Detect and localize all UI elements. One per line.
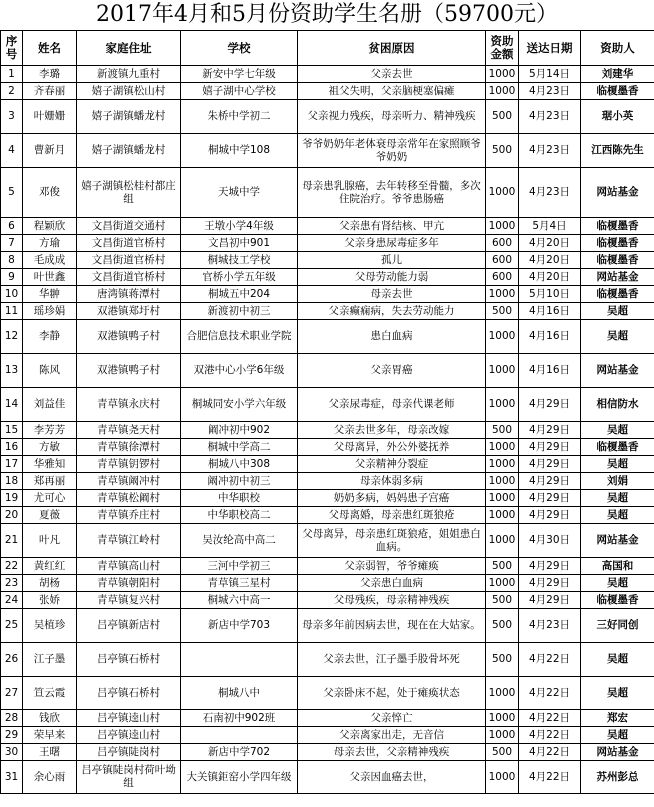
delivery-date: 4月22日: [519, 761, 581, 794]
home-address: 青草镇江岭村: [77, 524, 181, 558]
home-address: 双港镇鸭子村: [77, 354, 181, 388]
home-address: 吕亭镇新店村: [77, 609, 181, 643]
student-name: 李静: [23, 320, 77, 354]
school: 新店中学703: [181, 609, 298, 643]
donor: 网站基金: [581, 744, 654, 761]
poverty-reason: 父母离异，母亲患红斑狼疮，姐姐患白血病。: [298, 524, 486, 558]
aid-amount: 1000: [486, 473, 519, 490]
poverty-reason: 患白血病: [298, 320, 486, 354]
poverty-reason: 父亲身患尿毒症多年: [298, 235, 486, 252]
student-name: 江子墨: [23, 643, 77, 677]
table-row: [1, 592, 654, 609]
poverty-reason: 祖父失明，父亲脑梗塞偏瘫: [298, 83, 486, 100]
header-name: 姓名: [23, 31, 77, 66]
donor: 吴超: [581, 575, 654, 592]
aid-amount: 1000: [486, 286, 519, 303]
delivery-date: 4月20日: [519, 252, 581, 269]
donor: 临榎墨香: [581, 218, 654, 235]
home-address: 嬉子湖镇松山村: [77, 83, 181, 100]
aid-amount: 1000: [486, 507, 519, 524]
student-name: 尤可心: [23, 490, 77, 507]
student-name: 齐春丽: [23, 83, 77, 100]
school: [181, 727, 298, 744]
donor: 吴超: [581, 422, 654, 439]
school: 阚冲初中初三: [181, 473, 298, 490]
donor: 网站基金: [581, 354, 654, 388]
home-address: 青草镇高山村: [77, 558, 181, 575]
row-index: 11: [1, 303, 23, 320]
student-name: 叶世鑫: [23, 269, 77, 286]
school: 嬉子湖中心学校: [181, 83, 298, 100]
row-index: 7: [1, 235, 23, 252]
aid-amount: 1000: [486, 168, 519, 218]
student-name: 毛成成: [23, 252, 77, 269]
donor: 相信防水: [581, 388, 654, 422]
home-address: 文昌街道官桥村: [77, 269, 181, 286]
delivery-date: 4月16日: [519, 354, 581, 388]
poverty-reason: 母亲患乳腺癌，去年转移至骨髓，多次住院治疗。爷爷患肠癌: [298, 168, 486, 218]
table-row: [1, 252, 654, 269]
home-address: 文昌街道交通村: [77, 218, 181, 235]
donor: 吴超: [581, 677, 654, 710]
school: 合肥信息技术职业学院: [181, 320, 298, 354]
poverty-reason: 父亲悴亡: [298, 710, 486, 727]
table-row: [1, 286, 654, 303]
poverty-reason: 父亲去世多年，母亲改嫁: [298, 422, 486, 439]
donor: 临榎墨香: [581, 235, 654, 252]
table-row: [1, 303, 654, 320]
home-address: 嬉子湖镇松桂村都庄组: [77, 168, 181, 218]
poverty-reason: 爷爷奶奶年老体衰母亲常年在家照顾爷爷奶奶: [298, 134, 486, 168]
home-address: 青草镇永庆村: [77, 388, 181, 422]
donor: 网站基金: [581, 524, 654, 558]
table-row: [1, 100, 654, 134]
row-index: 23: [1, 575, 23, 592]
student-name: 方瑜: [23, 235, 77, 252]
poverty-reason: 父亲去世: [298, 66, 486, 83]
delivery-date: 4月23日: [519, 168, 581, 218]
aid-amount: 600: [486, 269, 519, 286]
home-address: 青草镇朝阳村: [77, 575, 181, 592]
school: 朱桥中学初二: [181, 100, 298, 134]
table-row: [1, 456, 654, 473]
poverty-reason: 父母劳动能力弱: [298, 269, 486, 286]
student-name: 吴植珍: [23, 609, 77, 643]
table-row: [1, 473, 654, 490]
school: 天城中学: [181, 168, 298, 218]
delivery-date: 5月4日: [519, 218, 581, 235]
donor: 郑宏: [581, 710, 654, 727]
aid-amount: 500: [486, 558, 519, 575]
table-row: [1, 490, 654, 507]
home-address: 唐湾镇蒋潭村: [77, 286, 181, 303]
delivery-date: 4月29日: [519, 439, 581, 456]
row-index: 4: [1, 134, 23, 168]
student-name: 瑶珍娟: [23, 303, 77, 320]
student-name: 邓俊: [23, 168, 77, 218]
school: 桐城同安小学六年级: [181, 388, 298, 422]
header-index: 序号: [1, 31, 23, 66]
home-address: 青草镇复兴村: [77, 592, 181, 609]
delivery-date: 4月30日: [519, 524, 581, 558]
delivery-date: 4月29日: [519, 558, 581, 575]
home-address: 吕亭镇逵山村: [77, 710, 181, 727]
home-address: 吕亭镇陡岗村: [77, 744, 181, 761]
school: 桐城技工学校: [181, 252, 298, 269]
row-index: 26: [1, 643, 23, 677]
student-name: 刘益佳: [23, 388, 77, 422]
poverty-reason: 父亲患有肾结核、甲亢: [298, 218, 486, 235]
school: [181, 643, 298, 677]
donor: 吴超: [581, 456, 654, 473]
table-row: [1, 507, 654, 524]
aid-amount: 500: [486, 609, 519, 643]
student-name: 胡杨: [23, 575, 77, 592]
poverty-reason: 母亲体弱多病: [298, 473, 486, 490]
delivery-date: 4月20日: [519, 269, 581, 286]
delivery-date: 4月22日: [519, 677, 581, 710]
poverty-reason: 父亲卧床不起，处于瘫痪状态: [298, 677, 486, 710]
table-row: [1, 609, 654, 643]
student-name: 钱欣: [23, 710, 77, 727]
home-address: 青草镇徐潭村: [77, 439, 181, 456]
school: 吴汝纶高中高二: [181, 524, 298, 558]
donor: 吴超: [581, 507, 654, 524]
school: 双港中心小学6年级: [181, 354, 298, 388]
donor: 临榎墨香: [581, 592, 654, 609]
delivery-date: 4月29日: [519, 575, 581, 592]
row-index: 30: [1, 744, 23, 761]
row-index: 19: [1, 490, 23, 507]
header-reason: 贫困原因: [298, 31, 486, 66]
aid-amount: 500: [486, 643, 519, 677]
table-row: [1, 235, 654, 252]
delivery-date: 4月29日: [519, 388, 581, 422]
donor: 网站基金: [581, 269, 654, 286]
table-row: [1, 575, 654, 592]
delivery-date: 5月10日: [519, 286, 581, 303]
aid-amount: 1000: [486, 677, 519, 710]
table-row: [1, 744, 654, 761]
table-row: [1, 66, 654, 83]
poverty-reason: 父亲离家出走，无音信: [298, 727, 486, 744]
donor: 临榎墨香: [581, 439, 654, 456]
aid-amount: 1000: [486, 439, 519, 456]
school: 桐城中学高二: [181, 439, 298, 456]
delivery-date: 4月23日: [519, 100, 581, 134]
delivery-date: 4月22日: [519, 643, 581, 677]
row-index: 12: [1, 320, 23, 354]
donor: 江西陈先生: [581, 134, 654, 168]
home-address: 新渡镇九重村: [77, 66, 181, 83]
row-index: 21: [1, 524, 23, 558]
home-address: 文昌街道官桥村: [77, 235, 181, 252]
home-address: 文昌街道官桥村: [77, 252, 181, 269]
aid-amount: 1000: [486, 388, 519, 422]
student-name: 黄红红: [23, 558, 77, 575]
row-index: 9: [1, 269, 23, 286]
aid-amount: 1000: [486, 524, 519, 558]
home-address: 吕亭镇逵山村: [77, 727, 181, 744]
delivery-date: 4月22日: [519, 727, 581, 744]
delivery-date: 5月14日: [519, 66, 581, 83]
home-address: 嬉子湖镇蟠龙村: [77, 134, 181, 168]
donor: 刘娟: [581, 473, 654, 490]
delivery-date: 4月29日: [519, 507, 581, 524]
school: 中华职校高二: [181, 507, 298, 524]
delivery-date: 4月16日: [519, 303, 581, 320]
poverty-reason: 父母离婚，母亲患红斑狼疮: [298, 507, 486, 524]
school: 新渡初中初三: [181, 303, 298, 320]
header-amount: 资助金额: [486, 31, 519, 66]
school: 桐城五中204: [181, 286, 298, 303]
school: 青草镇三星村: [181, 575, 298, 592]
school: 桐城中学108: [181, 134, 298, 168]
poverty-reason: 父亲去世，江子墨手股骨坏死: [298, 643, 486, 677]
header-address: 家庭住址: [77, 31, 181, 66]
row-index: 17: [1, 456, 23, 473]
student-name: 夏薇: [23, 507, 77, 524]
roster-body: [1, 66, 654, 794]
school: 阚冲初中902: [181, 422, 298, 439]
delivery-date: 4月20日: [519, 235, 581, 252]
delivery-date: 4月22日: [519, 744, 581, 761]
row-index: 8: [1, 252, 23, 269]
poverty-reason: 父亲胃癌: [298, 354, 486, 388]
student-name: 程颖欣: [23, 218, 77, 235]
row-index: 15: [1, 422, 23, 439]
student-name: 叶姗姗: [23, 100, 77, 134]
home-address: 吕亭镇陡岗村荷叶坳组: [77, 761, 181, 794]
table-row: [1, 643, 654, 677]
student-name: 曹新月: [23, 134, 77, 168]
student-name: 陈风: [23, 354, 77, 388]
poverty-reason: 父母离异，外公外婆抚养: [298, 439, 486, 456]
school: 桐城六中高一: [181, 592, 298, 609]
row-index: 25: [1, 609, 23, 643]
home-address: 青草镇乔庄村: [77, 507, 181, 524]
aid-amount: 1000: [486, 66, 519, 83]
delivery-date: 4月29日: [519, 422, 581, 439]
student-name: 李璐: [23, 66, 77, 83]
table-row: [1, 388, 654, 422]
donor: 临榎墨香: [581, 83, 654, 100]
header-donor: 资助人: [581, 31, 654, 66]
aid-amount: 1000: [486, 761, 519, 794]
poverty-reason: 母亲去世: [298, 286, 486, 303]
poverty-reason: 奶奶多病，妈妈患子宫癌: [298, 490, 486, 507]
student-name: 方敏: [23, 439, 77, 456]
table-row: [1, 761, 654, 794]
row-index: 5: [1, 168, 23, 218]
aid-amount: 1000: [486, 354, 519, 388]
student-name: 郑再丽: [23, 473, 77, 490]
delivery-date: 4月29日: [519, 592, 581, 609]
delivery-date: 4月16日: [519, 320, 581, 354]
delivery-date: 4月23日: [519, 134, 581, 168]
aid-amount: 1000: [486, 575, 519, 592]
donor: 三好同创: [581, 609, 654, 643]
school: 新店中学702: [181, 744, 298, 761]
poverty-reason: 父亲患白血病: [298, 575, 486, 592]
table-row: [1, 83, 654, 100]
row-index: 29: [1, 727, 23, 744]
row-index: 27: [1, 677, 23, 710]
table-row: [1, 524, 654, 558]
donor: 苏州彭总: [581, 761, 654, 794]
table-row: [1, 320, 654, 354]
table-row: [1, 354, 654, 388]
aid-amount: 1000: [486, 320, 519, 354]
table-row: [1, 168, 654, 218]
poverty-reason: 父亲弱智，爷爷瘫痪: [298, 558, 486, 575]
school: 石南初中902班: [181, 710, 298, 727]
row-index: 31: [1, 761, 23, 794]
aid-amount: 600: [486, 235, 519, 252]
delivery-date: 4月22日: [519, 710, 581, 727]
header-date: 送达日期: [519, 31, 581, 66]
home-address: 吕亭镇石桥村: [77, 643, 181, 677]
student-name: 笪云霞: [23, 677, 77, 710]
table-row: [1, 727, 654, 744]
student-name: 李芳芳: [23, 422, 77, 439]
row-index: 3: [1, 100, 23, 134]
delivery-date: 4月29日: [519, 473, 581, 490]
donor: 吴超: [581, 320, 654, 354]
header-school: 学校: [181, 31, 298, 66]
aid-amount: 1000: [486, 83, 519, 100]
row-index: 10: [1, 286, 23, 303]
student-name: 余心雨: [23, 761, 77, 794]
home-address: 双港镇郑圩村: [77, 303, 181, 320]
table-row: [1, 218, 654, 235]
home-address: 青草镇阚冲村: [77, 473, 181, 490]
school: 中华职校: [181, 490, 298, 507]
poverty-reason: 父亲尿毒症，母亲代课老师: [298, 388, 486, 422]
donor: 吴超: [581, 490, 654, 507]
donor: 刘建华: [581, 66, 654, 83]
student-name: 荣早来: [23, 727, 77, 744]
student-name: 叶凡: [23, 524, 77, 558]
student-name: 王曙: [23, 744, 77, 761]
poverty-reason: 母亲去世，父亲精神残疾: [298, 744, 486, 761]
aid-amount: 500: [486, 303, 519, 320]
student-name: 华翀: [23, 286, 77, 303]
delivery-date: 4月29日: [519, 456, 581, 473]
aid-amount: 500: [486, 134, 519, 168]
delivery-date: 4月23日: [519, 609, 581, 643]
school: 大关镇鉅窑小学四年级: [181, 761, 298, 794]
table-row: [1, 269, 654, 286]
home-address: 青草镇尧天村: [77, 422, 181, 439]
row-index: 18: [1, 473, 23, 490]
donor: 临榎墨香: [581, 286, 654, 303]
student-name: 华雅知: [23, 456, 77, 473]
school: 三河中学初三: [181, 558, 298, 575]
aid-amount: 500: [486, 422, 519, 439]
school: 文昌初中901: [181, 235, 298, 252]
poverty-reason: 父母残疾，母亲精神残疾: [298, 592, 486, 609]
school: 桐城八中: [181, 677, 298, 710]
home-address: 青草镇钥锣村: [77, 456, 181, 473]
poverty-reason: 父亲癫痫病，失去劳动能力: [298, 303, 486, 320]
aid-amount: 1000: [486, 218, 519, 235]
home-address: 嬉子湖镇蟠龙村: [77, 100, 181, 134]
student-roster-table: [0, 30, 654, 794]
home-address: 吕亭镇石桥村: [77, 677, 181, 710]
row-index: 14: [1, 388, 23, 422]
aid-amount: 1000: [486, 710, 519, 727]
donor: 网站基金: [581, 168, 654, 218]
table-row: [1, 558, 654, 575]
table-row: [1, 422, 654, 439]
school: 王墩小学4年级: [181, 218, 298, 235]
school: 官桥小学五年级: [181, 269, 298, 286]
donor: 高国和: [581, 558, 654, 575]
table-row: [1, 439, 654, 456]
row-index: 1: [1, 66, 23, 83]
row-index: 20: [1, 507, 23, 524]
donor: 临榎墨香: [581, 252, 654, 269]
row-index: 16: [1, 439, 23, 456]
table-row: [1, 710, 654, 727]
document-title: 2017年4月和5月份资助学生名册（59700元）: [96, 2, 558, 27]
header-row: [1, 31, 654, 66]
row-index: 2: [1, 83, 23, 100]
student-name: 张娇: [23, 592, 77, 609]
poverty-reason: 孤儿: [298, 252, 486, 269]
poverty-reason: 母亲多年前因病去世，现在在大姑家。: [298, 609, 486, 643]
poverty-reason: 父亲精神分裂症: [298, 456, 486, 473]
aid-amount: 500: [486, 100, 519, 134]
poverty-reason: 父亲视力残疾，母亲听力、精神残疾: [298, 100, 486, 134]
donor: 琚小英: [581, 100, 654, 134]
donor: 吴超: [581, 303, 654, 320]
donor: 吴超: [581, 643, 654, 677]
aid-amount: 1000: [486, 490, 519, 507]
row-index: 6: [1, 218, 23, 235]
aid-amount: 500: [486, 744, 519, 761]
delivery-date: 4月29日: [519, 490, 581, 507]
donor: 吴超: [581, 727, 654, 744]
row-index: 22: [1, 558, 23, 575]
aid-amount: 1000: [486, 727, 519, 744]
poverty-reason: 父亲因血癌去世，: [298, 761, 486, 794]
school: 桐城八中308: [181, 456, 298, 473]
school: 新安中学七年级: [181, 66, 298, 83]
aid-amount: 600: [486, 252, 519, 269]
home-address: 青草镇松阚村: [77, 490, 181, 507]
table-row: [1, 677, 654, 710]
row-index: 28: [1, 710, 23, 727]
aid-amount: 500: [486, 592, 519, 609]
table-row: [1, 134, 654, 168]
delivery-date: 4月23日: [519, 83, 581, 100]
home-address: 双港镇鸭子村: [77, 320, 181, 354]
row-index: 24: [1, 592, 23, 609]
row-index: 13: [1, 354, 23, 388]
aid-amount: 1000: [486, 456, 519, 473]
